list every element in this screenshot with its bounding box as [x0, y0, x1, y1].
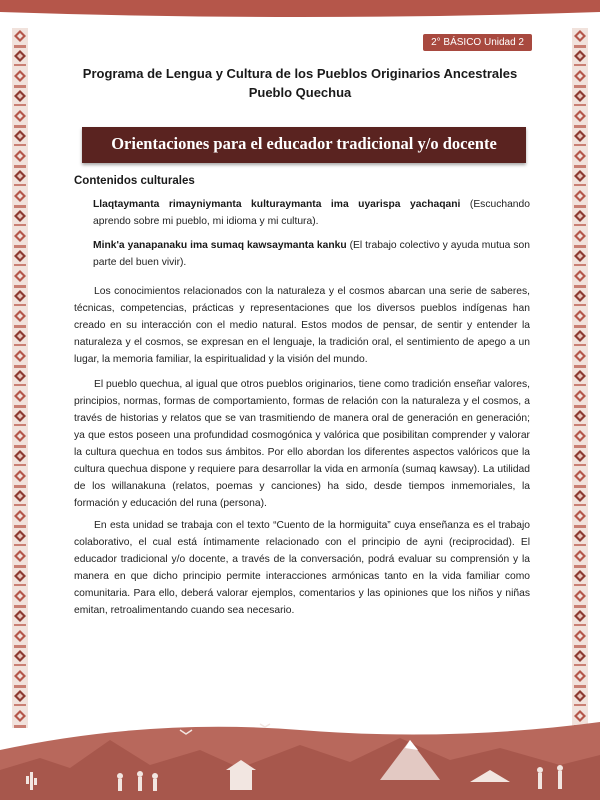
section-heading: Contenidos culturales: [74, 175, 195, 187]
top-decorative-bar: [0, 0, 600, 10]
item-quechua-title: Mink'a yanapanaku ima sumaq kawsaymanta kanku: [93, 240, 347, 251]
cultural-content-item: [93, 237, 530, 271]
unit-badge: 2° BÁSICO Unidad 2: [423, 34, 532, 51]
section-banner: Orientaciones para el educador tradicional y/o docente: [82, 127, 526, 163]
right-andean-pattern: [572, 28, 588, 728]
program-header: [0, 64, 600, 102]
paragraph-text: Los conocimientos relacionados con la naturaleza y el cosmos abarcan una serie de saberes, técnicas, competencias, prácticas y representaciones que los diversos pueblos indígenas han creado en su interacción con el medio natural. Estos modos de pensar, de sentir y entender la naturaleza y el cosmos, se expresan en el lenguaje, la tradición oral, el sentimiento de apego a un lugar, la memoria familiar, la espiritualidad y la visión del mundo.: [74, 286, 530, 365]
item-translation: (Escuchando aprendo sobre mi pueblo, mi idioma y mi cultura).: [93, 199, 530, 227]
paragraph-text: En esta unidad se trabaja con el texto “Cuento de la hormiguita” cuya enseñanza es el trabajo colaborativo, el cual está íntimamente relacionado con el principio de ayni (reciprocidad). El educador tradicional y/o docente, a través de la conversación, podrá evaluar su comprensión y la manera en que dicho principio permite interacciones armónicas tanto en la vida familiar como comunitaria. Para ello, deberá valorar ejemplos, comentarios y las opiniones que los niños y niñas emitan, retroalimentando cuando sea necesario.: [74, 520, 530, 616]
top-curve-decoration: [0, 10, 600, 20]
body-paragraph: [74, 517, 530, 619]
item-quechua-title: Llaqtaymanta rimayniymanta kulturaymanta ima uyarispa yachaqani: [93, 199, 461, 210]
program-title: Programa de Lengua y Cultura de los Pueblos Originarios Ancestrales: [82, 66, 518, 81]
paragraph-text: El pueblo quechua, al igual que otros pueblos originarios, tiene como tradición enseñar valores, principios, normas, formas de comportamiento, formas de relación con la naturaleza y el cosmos, a través de historias y relatos que se van trasmitiendo de manera oral de generación en generación; ya que estos poseen una profundidad cosmogónica y valórica que posibilitan comprender y valorar la cultura quechua en todos sus ámbitos. Por ello abordan los diferentes aspectos valóricos que la cultura quechua dispone y requiere para desarrollar la vida en armonía (sumaq kawsay). La utilidad de los willanakuna (relatos, poemas y canciones) ha sido, desde tiempos inmemoriales, la formación y educación del runa (persona).: [74, 379, 530, 509]
cultural-content-item: [93, 196, 530, 230]
item-translation: (El trabajo colectivo y ayuda mutua son parte del buen vivir).: [93, 240, 530, 268]
left-andean-pattern: [12, 28, 28, 728]
body-paragraph: [74, 376, 530, 512]
body-paragraph: [74, 283, 530, 368]
people-title: Pueblo Quechua: [248, 85, 352, 100]
footer-landscape-illustration: [0, 710, 600, 800]
